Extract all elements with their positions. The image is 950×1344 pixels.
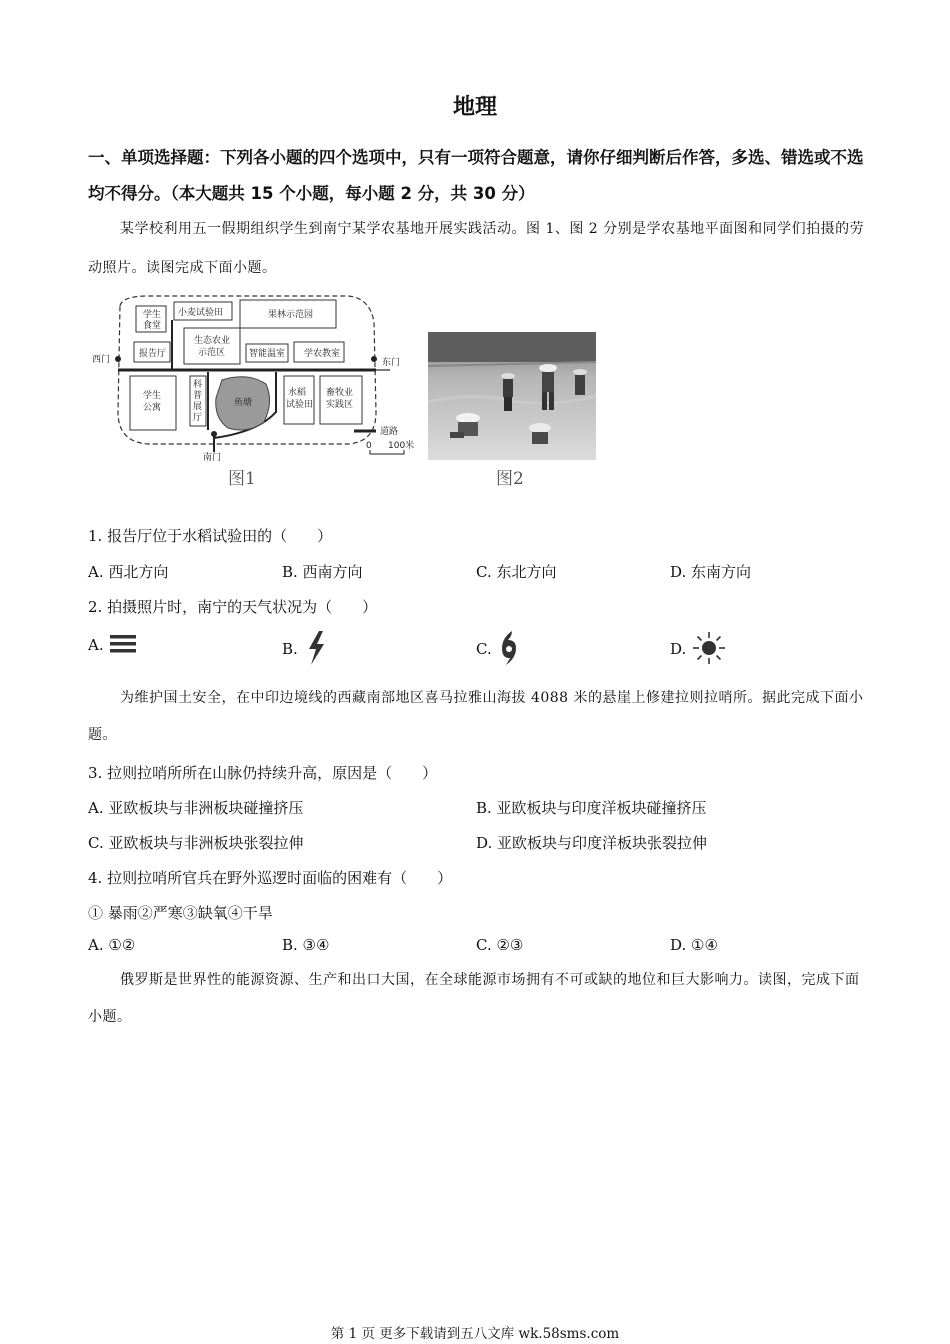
label-west-gate: 西门 [92,355,111,365]
fog-icon [108,630,138,662]
label-south-gate: 南门 [203,453,222,463]
label-scale-value: 100米 [388,441,415,451]
option-letter: D. [670,640,687,658]
label-eco-1: 生态农业 [194,336,231,346]
label-wheat: 小麦试验田 [178,308,224,318]
question-1-option-d[interactable]: D. 东南方向 [670,563,752,581]
label-rice-2: 试验田 [286,400,314,410]
question-1-stem: 1. 报告厅位于水稻试验田的（ ） [88,527,333,545]
label-dorm-2: 公寓 [143,403,162,413]
question-4-option-c[interactable]: C. ②③ [476,936,524,954]
passage-3: 俄罗斯是世界性的能源资源、生产和出口大国，在全球能源市场拥有不可或缺的地位和巨大影响力。读图，完成下面小题。 [88,972,860,1025]
label-greenhouse: 智能温室 [249,349,286,359]
label-canteen-2: 食堂 [143,321,162,331]
question-3-option-c[interactable]: C. 亚欧板块与非洲板块张裂拉伸 [88,834,304,852]
question-1-option-c[interactable]: C. 东北方向 [476,563,557,581]
question-2-option-d[interactable] [670,630,727,670]
question-4-option-a[interactable]: A. ①② [88,936,136,954]
label-rice-1: 水稻 [288,388,307,398]
sunny-icon [691,630,727,670]
label-science-1: 科 [193,380,203,390]
label-classroom: 学农教室 [304,349,341,359]
label-east-gate: 东门 [382,358,401,368]
label-dorm-1: 学生 [143,391,162,401]
question-4-option-d[interactable]: D. ①④ [670,936,718,954]
label-pond: 鱼塘 [234,398,253,408]
passage-1: 某学校利用五一假期组织学生到南宁某学农基地开展实践活动。图 1、图 2 分别是学农基地平面图和同学们拍摄的劳动照片。读图完成下面小题。 [88,221,865,276]
question-2-stem: 2. 拍摄照片时，南宁的天气状况为（ ） [88,598,378,616]
section-heading: 一、单项选择题：下列各小题的四个选项中，只有一项符合题意，请你仔细判断后作答，多选、错选或不选均不得分。（本大题共 15 个小题，每小题 2 分，共 30 分） [88,148,864,203]
question-4-option-b[interactable]: B. ③④ [282,936,330,954]
question-2-option-c[interactable] [476,630,521,670]
question-4-stem: 4. 拉则拉哨所官兵在野外巡逻时面临的困难有（ ） [88,869,453,887]
passage-2: 为维护国土安全，在中印边境线的西藏南部地区喜马拉雅山海拔 4088 米的悬崖上修建拉则拉哨所。据此完成下面小题。 [88,690,864,743]
label-livestock-2: 实践区 [326,400,354,410]
question-3-stem: 3. 拉则拉哨所所在山脉仍持续升高，原因是（ ） [88,764,438,782]
label-eco-2: 示范区 [198,348,226,358]
question-3-option-b[interactable]: B. 亚欧板块与印度洋板块碰撞挤压 [476,799,707,817]
question-1-option-a[interactable]: A. 西北方向 [88,563,169,581]
label-orchard: 果林示范园 [268,310,314,320]
option-letter: B. [282,640,298,658]
figure-2-photo [428,332,596,460]
figure-1-map [92,292,415,468]
label-report: 报告厅 [139,349,167,359]
label-livestock-1: 畜牧业 [326,388,354,398]
option-letter: A. [88,636,104,654]
label-science-2: 普 [193,391,203,401]
question-3-option-a[interactable]: A. 亚欧板块与非洲板块碰撞挤压 [88,799,304,817]
page-footer: 第 1 页 更多下载请到五八文库 wk.58sms.com [330,1326,620,1342]
figure-2-caption: 图2 [496,469,524,489]
typhoon-icon [497,630,521,670]
option-letter: C. [476,640,492,658]
label-canteen-1: 学生 [143,310,162,320]
question-1-option-b[interactable]: B. 西南方向 [282,563,363,581]
question-2-option-a[interactable] [88,630,138,662]
lightning-icon [303,630,329,670]
page-title: 地理 [452,95,497,120]
label-road-legend: 道路 [380,427,399,437]
question-2-option-b[interactable] [282,630,329,670]
label-science-3: 展 [193,402,203,412]
figure-1-caption: 图1 [228,469,256,489]
label-science-4: 厅 [193,413,203,423]
question-4-choices: ① 暴雨②严寒③缺氧④干旱 [88,904,273,922]
question-3-option-d[interactable]: D. 亚欧板块与印度洋板块张裂拉伸 [476,834,708,852]
label-scale-zero: 0 [366,441,372,451]
